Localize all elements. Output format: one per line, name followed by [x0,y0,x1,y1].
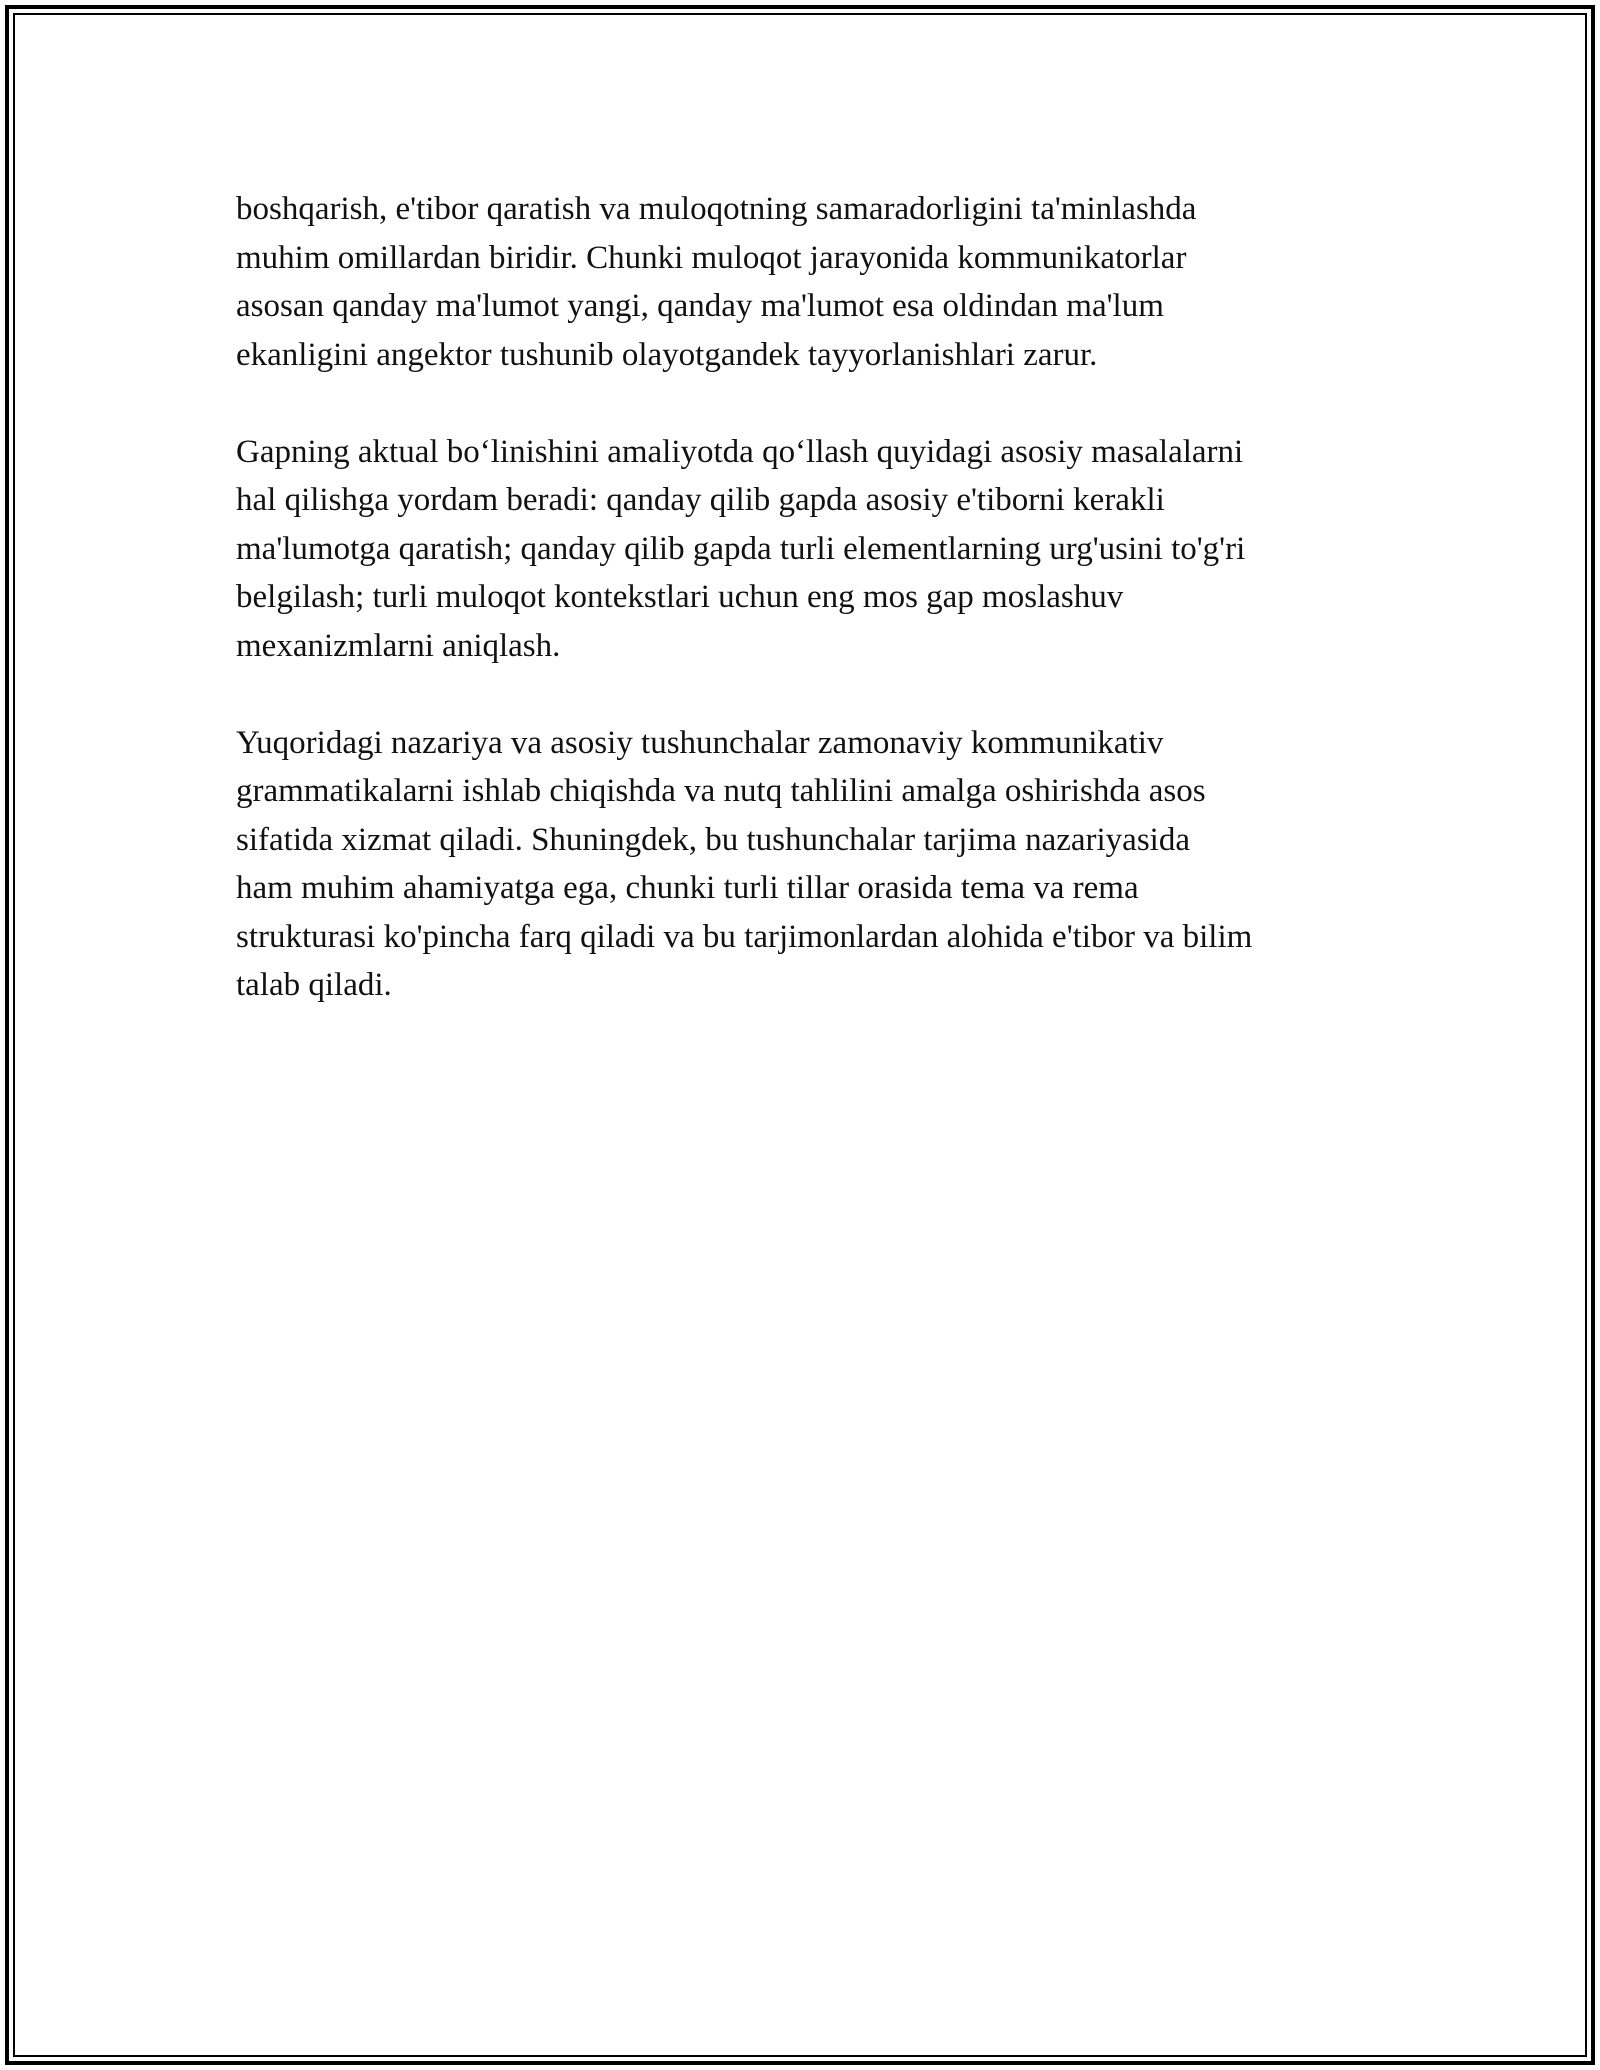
paragraph-3: Yuqoridagi nazariya va asosiy tushunchalar zamonaviy kommunikativ grammatikalarni ishlab chiqishda va nutq tahlilini amalga oshirishda asos sifatida xizmat qiladi. Shuningdek, bu tushunchalar tarjima nazariyasida ham muhim ahamiyatga ega, chunki turli tillar orasida tema va rema strukturasi ko'pincha farq qiladi va bu tarjimonlardan alohida e'tibor va bilim talab qiladi. [236,724,1253,1003]
document-body [236,185,1396,1058]
paragraph-2: Gapning aktual bo‘linishini amaliyotda qo‘llash quyidagi asosiy masalalarni hal qilishga yordam beradi: qanday qilib gapda asosiy e'tiborni kerakli ma'lumotga qaratish; qanday qilib gapda turli elementlarning urg'usini to'g'ri belgilash; turli muloqot kontekstlari uchun eng mos gap moslashuv mexanizmlarni aniqlash. [236,433,1246,664]
paragraph-1: boshqarish, e'tibor qaratish va muloqotning samaradorligini ta'minlashda muhim omillardan biridir. Chunki muloqot jarayonida kommunikatorlar asosan qanday ma'lumot yangi, qanday ma'lumot esa oldindan ma'lum ekanligini angektor tushunib olayotgandek tayyorlanishlari zarur. [236,191,1197,373]
